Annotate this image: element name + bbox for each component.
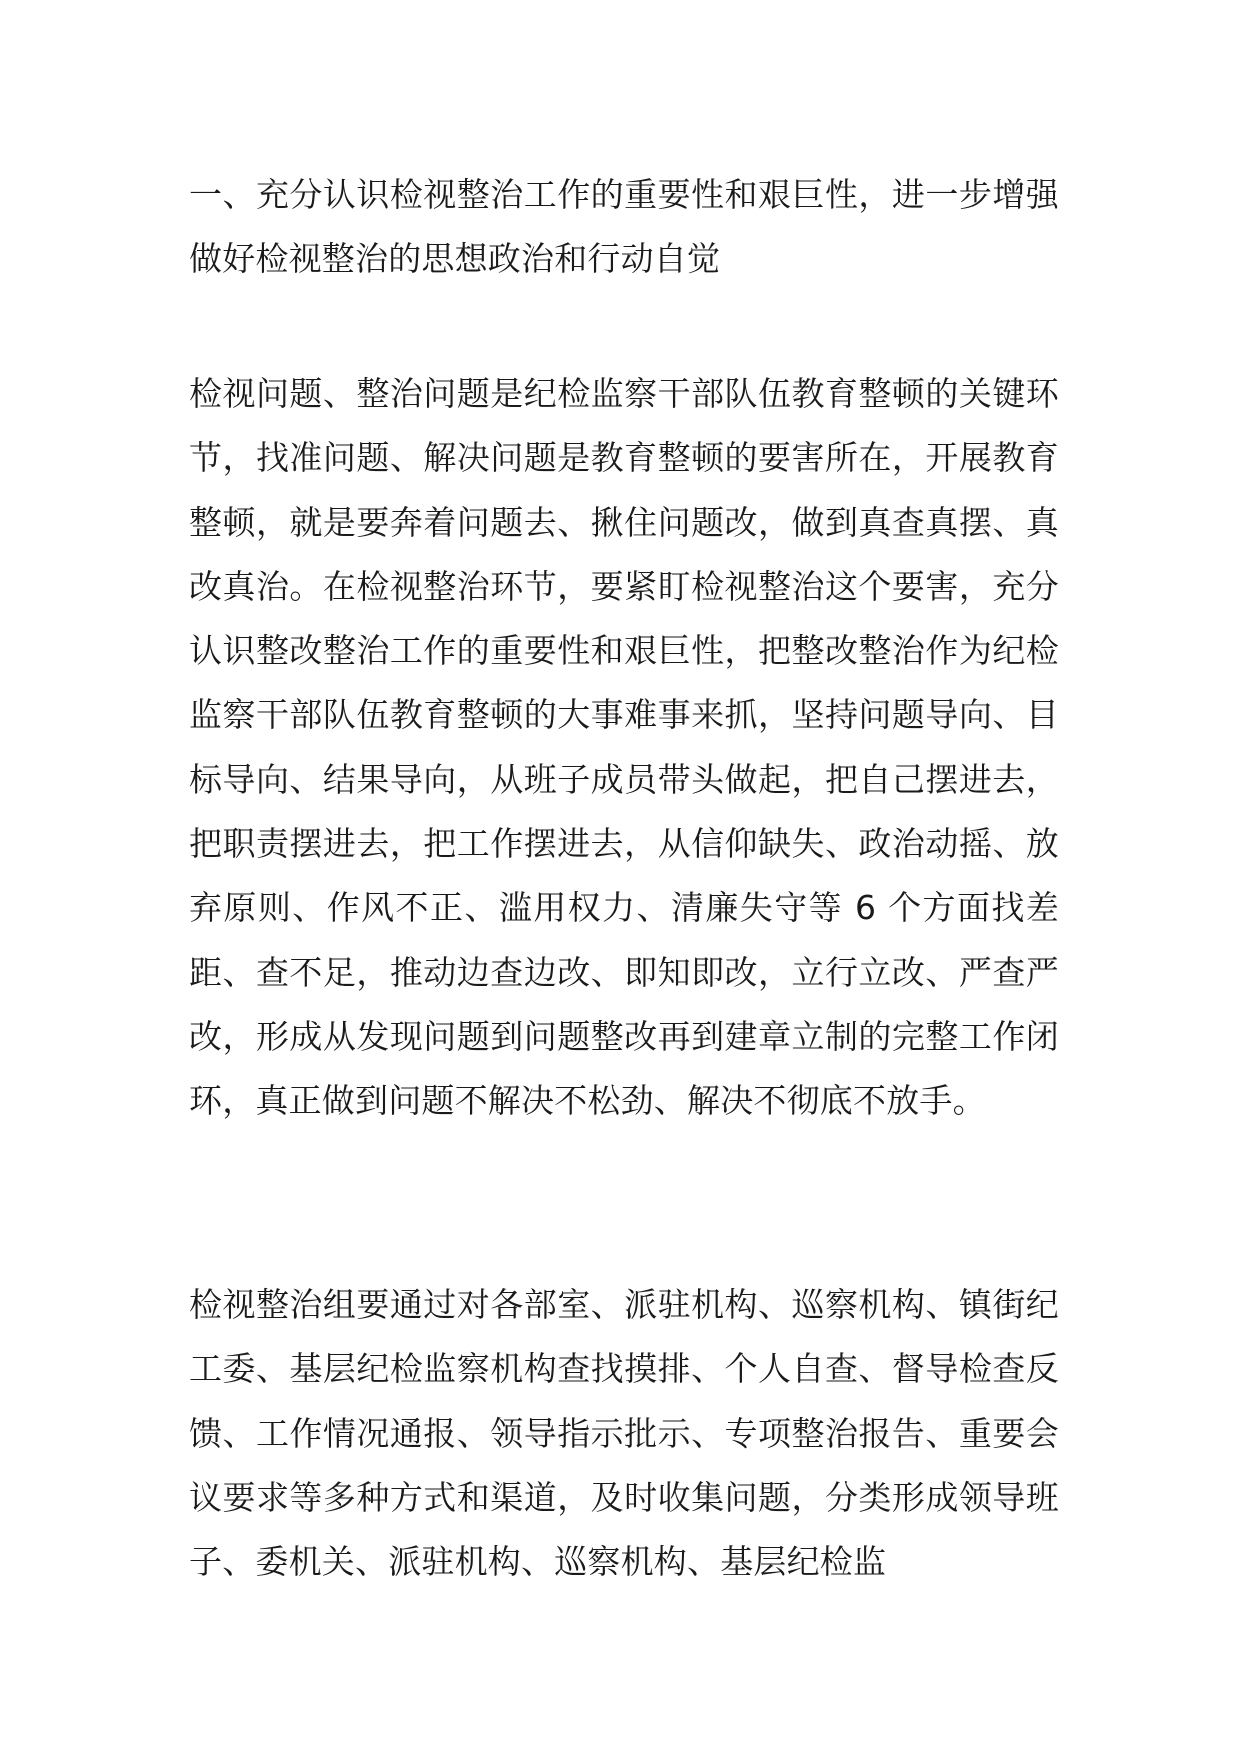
body-paragraph: 检视问题、整治问题是纪检监察干部队伍教育整顿的关键环节，找准问题、解决问题是教育整顿的要害所在，开展教育整顿，就是要奔着问题去、揪住问题改，做到真查真摆、真改真治。在检视整治环节，要紧盯检视整治这个要害，充分认识整改整治工作的重要性和艰巨性，把整改整治作为纪检监察干部队伍教育整顿的大事难事来抓，坚持问题导向、目标导向、结果导向，从班子成员带头做起，把自己摆进去，把职责摆进去，把工作摆进去，从信仰缺失、政治动摇、放弃原则、作风不正、滥用权力、清廉失守等 6 个方面找差距、查不足，推动边查边改、即知即改，立行立改、严查严改，形成从发现问题到问题整改再到建章立制的完整工作闭环，真正做到问题不解决不松劲、解决不彻底不放手。 — [189, 374, 1059, 1121]
section-heading: 一、充分认识检视整治工作的重要性和艰巨性，进一步增强做好检视整治的思想政治和行动自觉 — [189, 175, 1059, 279]
body-paragraph: 检视整治组要通过对各部室、派驻机构、巡察机构、镇街纪工委、基层纪检监察机构查找摸排、个人自查、督导检查反馈、工作情况通报、领导指示批示、专项整治报告、重要会议要求等多种方式和渠道，及时收集问题，分类形成领导班子、委机关、派驻机构、巡察机构、基层纪检监 — [189, 1285, 1059, 1582]
